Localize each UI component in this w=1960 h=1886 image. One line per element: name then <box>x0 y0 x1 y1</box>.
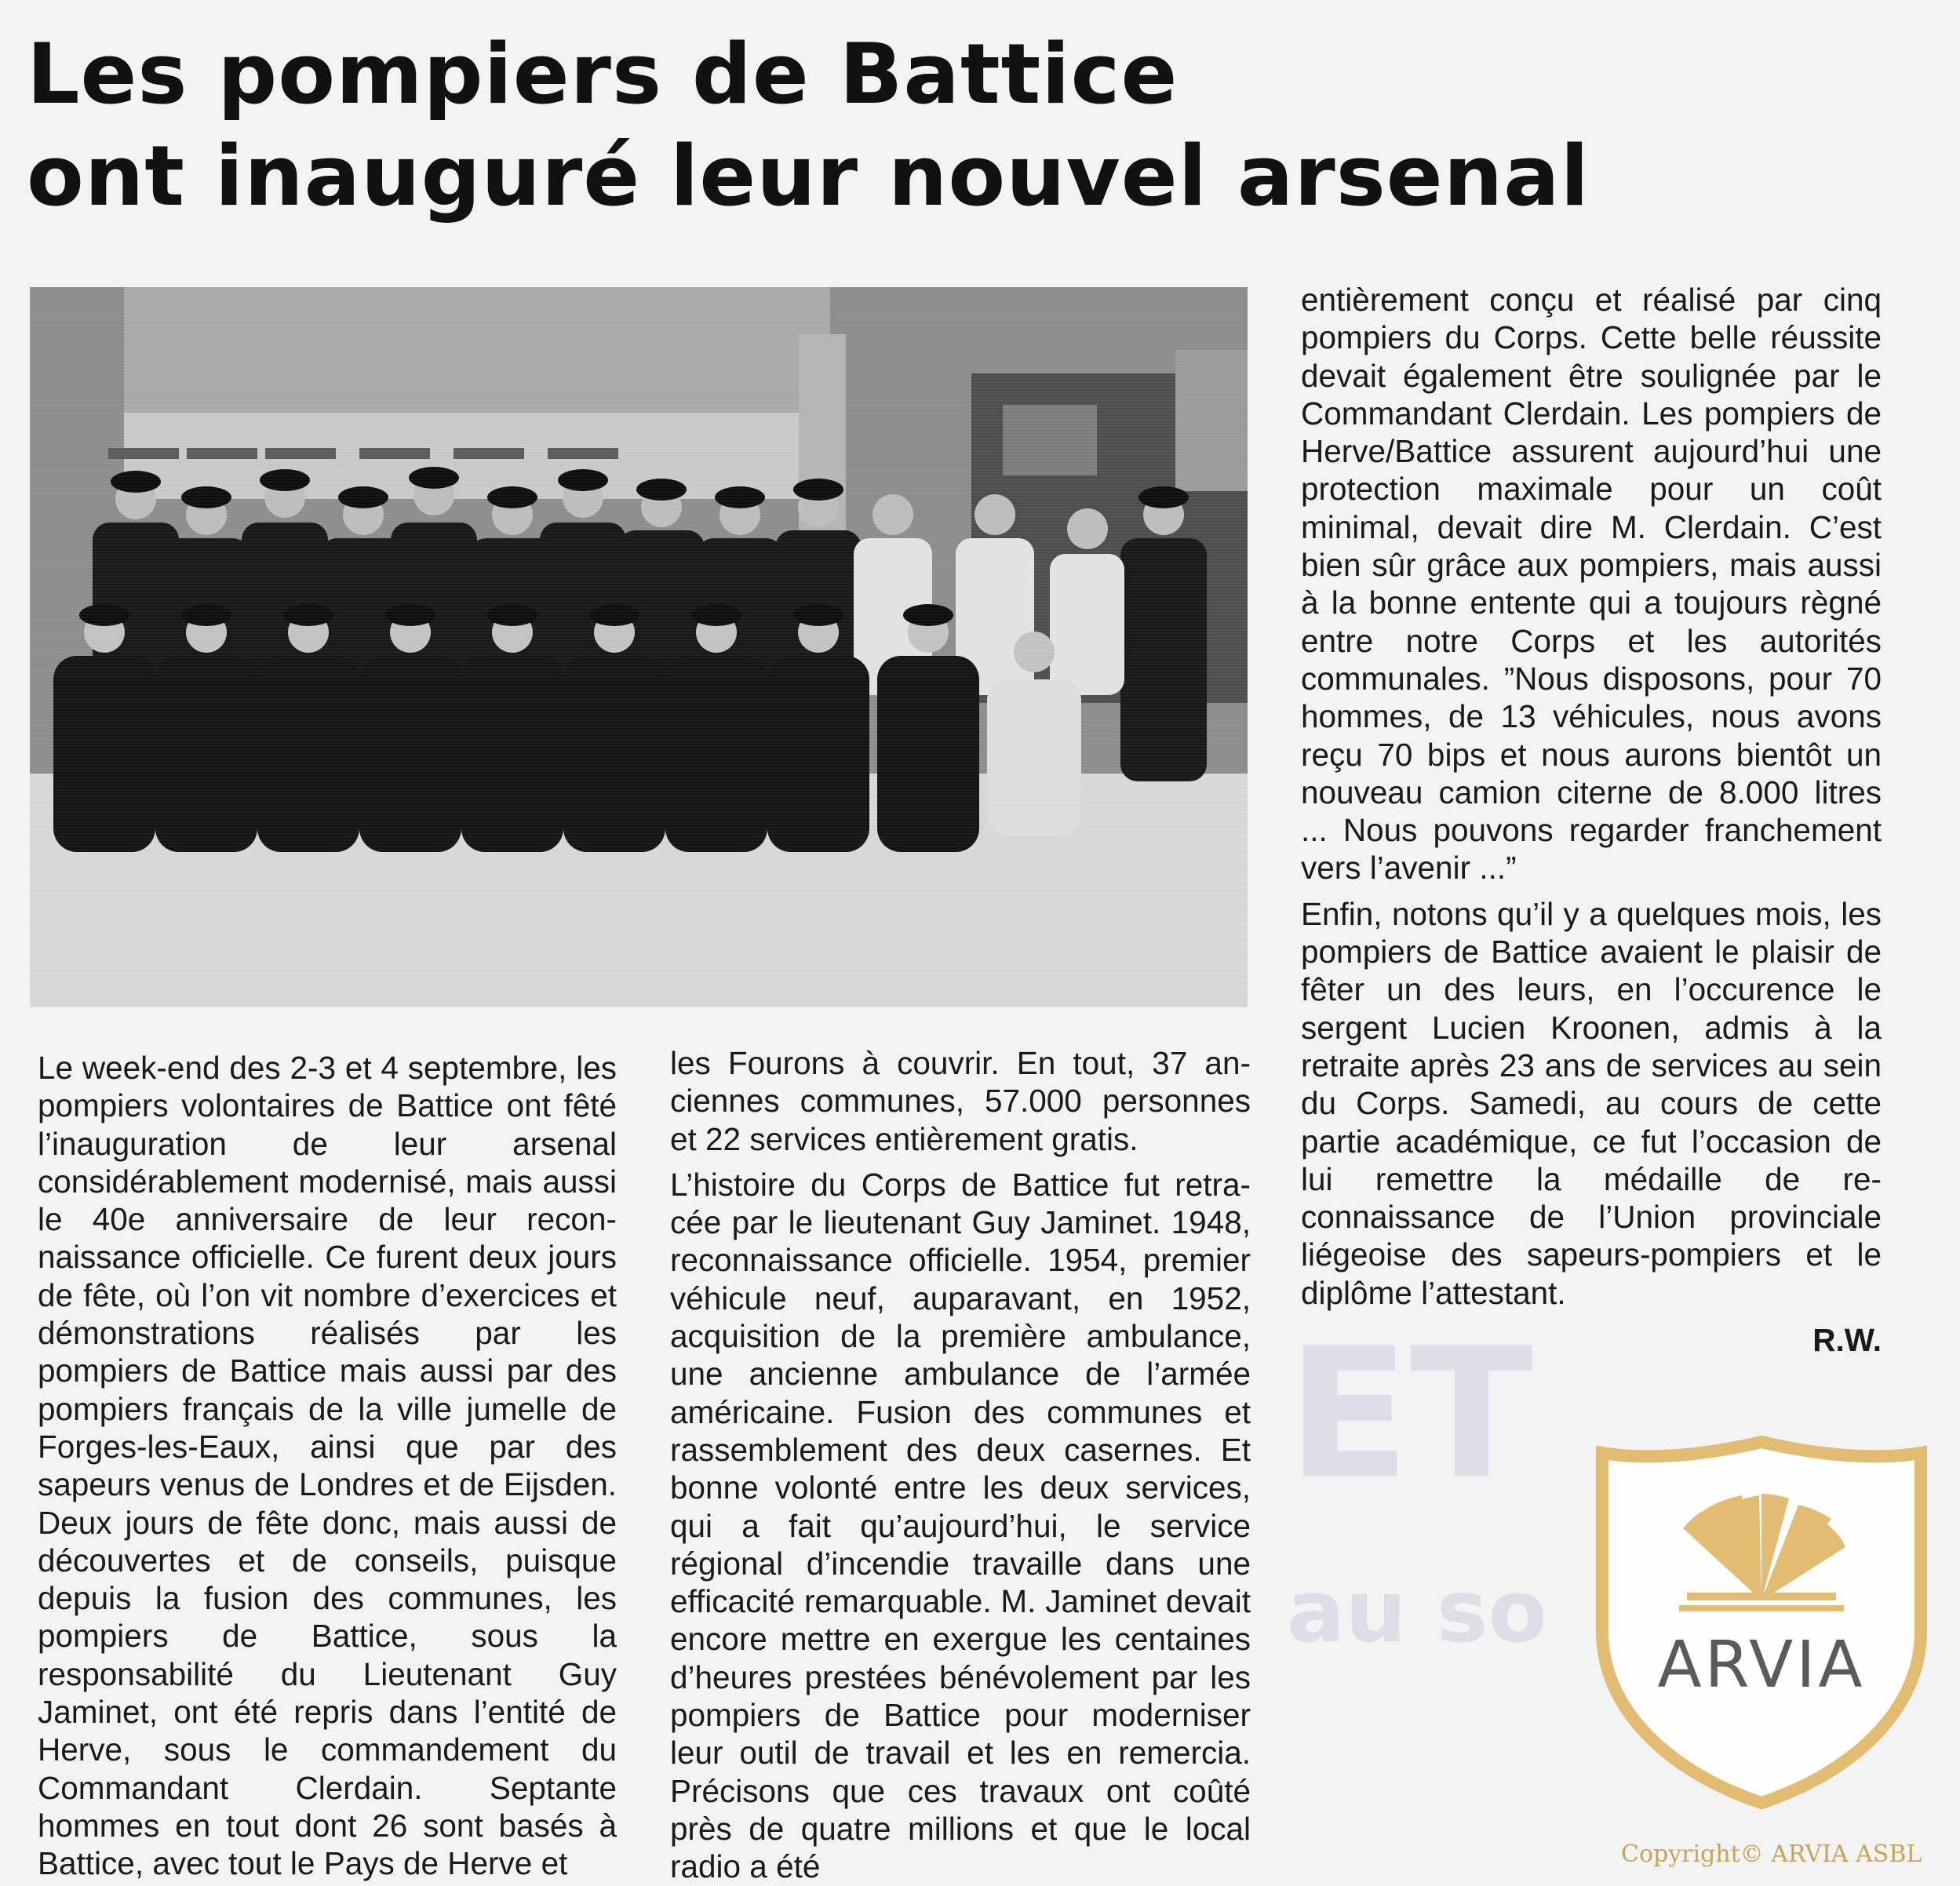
shield-icon <box>1593 1436 1930 1812</box>
author-signature: R.W. <box>1812 1322 1882 1359</box>
arvia-logo-badge <box>1593 1436 1930 1812</box>
headline <box>27 24 1941 228</box>
article-column-2 <box>670 1044 1251 1886</box>
article-column-1 <box>38 1049 617 1883</box>
show-through-letters: ET <box>1287 1310 1534 1520</box>
article-column-3 <box>1301 281 1882 1359</box>
group-photo-image <box>30 287 1248 1007</box>
paragraph: Le week-end des 2-3 et 4 septembre, les pompiers volontaires de Battice ont fêté l’inauguration de leur arsenal considérablement modernisé, mais aussi le 40e anniversaire de leur reconnaissance officielle. Ce furent deux jours de fête, où l’on vit nombre d’exercices et démonstrations réalisés par les pompiers de Battice mais aussi par des pompiers français de la ville jumelle de Forges-les-Eaux, ainsi que par des sapeurs venus de Londres et de Eijsden. Deux jours de fête donc, mais aussi de découvertes et de conseils, puisque depuis la fusion des communes, les pompiers de Battice, sous la responsabilité du Lieutenant Guy Jaminet, ont été repris dans l’entité de Herve, sous le commandement du Commandant Clerdain. Septante hommes en tout dont 26 sont basés à Battice, avec tout le Pays de Herve et <box>38 1050 617 1882</box>
paragraph: Enfin, notons qu’il y a quelques mois, les pompiers de Battice avaient le plaisir de fêter un des leurs, en l’occurence le sergent Lucien Kroonen, admis à la retraite après 23 ans de services au sein du Corps. Samedi, au cours de cette partie académique, ce fut l’occasion de lui remettre la médaille de reconnaissance de l’Union provinciale liégeoise des sapeurs-pompiers et le diplôme l’attestant. <box>1301 895 1882 1311</box>
arvia-logo-text: ARVIA <box>1657 1628 1866 1702</box>
headline-line-1: Les pompiers de Battice <box>27 26 1179 122</box>
copyright-notice: Copyright© ARVIA ASBL <box>1621 1840 1922 1868</box>
group-photo <box>30 287 1248 1007</box>
paragraph: entièrement conçu et réalisé par cinq pompiers du Corps. Cette belle réussite devait également être soulignée par le Commandant Clerdain. Les pompiers de Herve/Battice assurent aujourd’hui une protection maximale pour un coût minimal, devait dire M. Clerdain. C’est bien sûr grâce aux pompiers, mais aussi à la bonne entente qui a toujours règné entre notre Corps et les autorités communales. ”Nous disposons, pour 70 hommes, de 13 véhicules, nous avons reçu 70 bips et nous aurons bientôt un nouveau camion citerne de 8.000 litres ... Nous pouvons regarder franchement vers l’avenir ...” <box>1301 282 1882 887</box>
show-through-line: au so <box>1287 1561 1547 1662</box>
paragraph: les Fourons à couvrir. En tout, 37 anciennes communes, 57.000 personnes et 22 services entièrement gratis. <box>670 1045 1251 1157</box>
paragraph: L’histoire du Corps de Battice fut retracée par le lieutenant Guy Jaminet. 1948, reconnaissance officielle. 1954, premier véhicule neuf, auparavant, en 1952, acquisition de la première ambulance, une ancienne ambulance de l’armée américaine. Fusion des communes et rassemblement des deux casernes. Et bonne volonté entre les deux services, qui a fait qu’aujourd’hui, le service régional d’incendie travaille dans une efficacité remarquable. M. Jaminet devait encore mettre en exergue les centaines d’heures prestées bénévolement par les pompiers de Battice pour moderniser leur outil de travail et les en remercia. Précisons que ces travaux ont coûté près de quatre millions et que le local radio a été <box>670 1166 1251 1885</box>
headline-line-2: ont inauguré leur nouvel arsenal <box>27 128 1590 224</box>
